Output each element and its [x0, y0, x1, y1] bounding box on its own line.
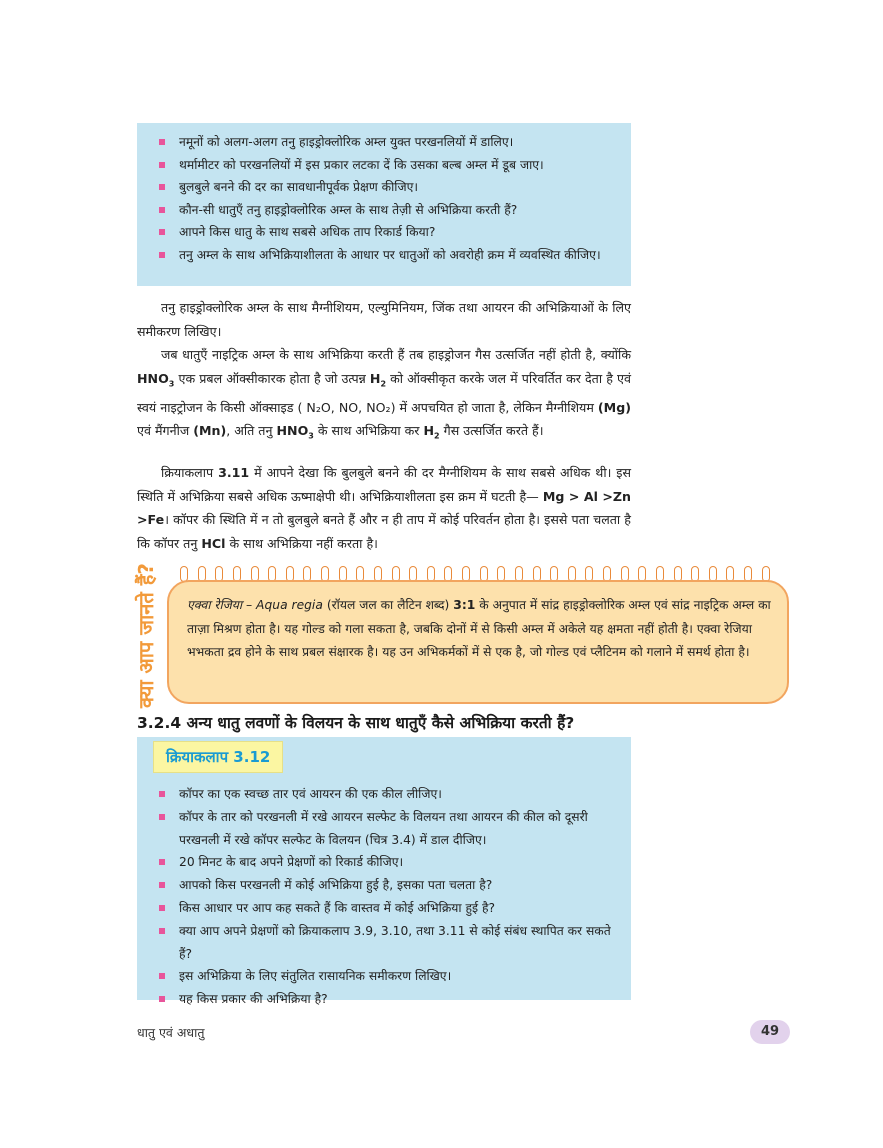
list-item: कौन-सी धातुएँ तनु हाइड्रोक्लोरिक अम्ल के साथ तेज़ी से अभिक्रिया करती हैं?: [159, 199, 623, 222]
text-run: जब धातुएँ नाइट्रिक अम्ल के साथ अभिक्रिया करती हैं तब हाइड्रोजन गैस उत्सर्जित नहीं होती है, क्योंकि: [161, 347, 631, 362]
list-item: बुलबुले बनने की दर का सावधानीपूर्वक प्रेक्षण कीजिए।: [159, 176, 623, 199]
did-you-know-text: क्या आप जानते हैं?: [133, 562, 158, 708]
paragraph-nitric-acid: [137, 343, 631, 448]
list-item: यह किस प्रकार की अभिक्रिया है?: [159, 988, 623, 1011]
formula: ( N₂O, NO, NO₂): [297, 399, 396, 415]
list-item: 20 मिनट के बाद अपने प्रेक्षणों को रिकार्ड कीजिए।: [159, 851, 623, 874]
aqua-regia-info-box: [167, 580, 789, 704]
formula: HNO: [137, 370, 169, 386]
text-run: क्रियाकलाप: [161, 465, 214, 480]
text-run: के साथ अभिक्रिया कर: [317, 423, 420, 439]
list-item: क्या आप अपने प्रेक्षणों को क्रियाकलाप 3.9, 3.10, तथा 3.11 से कोई संबंध स्थापित कर सकते हैं?: [159, 920, 623, 966]
formula: (Mg): [597, 399, 631, 415]
list-item: कॉपर के तार को परखनली में रखे आयरन सल्फेट के विलयन तथा आयरन की कील को दूसरी परखनली में रखे कॉपर सल्फेट के विलयन (चित्र 3.4) में डाल दीजिए।: [159, 806, 623, 852]
paragraph-text: तनु हाइड्रोक्लोरिक अम्ल के साथ मैग्नीशियम, एल्युमिनियम, जिंक तथा आयरन की अभिक्रियाओं के लिए समीकरण लिखिए।: [137, 300, 631, 339]
page-number: 49: [750, 1020, 790, 1044]
chapter-name: धातु एवं अधातु: [137, 1025, 205, 1040]
paragraph-equations: [137, 296, 631, 343]
list-item: थर्मामीटर को परखनलियों में इस प्रकार लटका दें कि उसका बल्ब अम्ल में डूब जाए।: [159, 154, 623, 177]
activity-steps-list: [159, 131, 623, 266]
formula: H: [423, 423, 435, 439]
formula: HNO: [276, 423, 309, 439]
aqua-regia-term: एक्वा रेजिया – Aqua regia: [187, 598, 323, 612]
text-run: । कॉपर की स्थिति में न तो बुलबुले बनते हैं और न ही ताप में कोई परिवर्तन होता है। इससे पता चलता है कि कॉपर तनु: [137, 512, 631, 551]
list-item: तनु अम्ल के साथ अभिक्रियाशीलता के आधार पर धातुओं को अवरोही क्रम में व्यवस्थित कीजिए।: [159, 244, 623, 267]
list-item: कॉपर का एक स्वच्छ तार एवं आयरन की एक कील लीजिए।: [159, 783, 623, 806]
list-item: नमूनों को अलग-अलग तनु हाइड्रोक्लोरिक अम्ल युक्त परखनलियों में डालिए।: [159, 131, 623, 154]
subscript: 2: [434, 431, 440, 441]
list-item: आपको किस परखनली में कोई अभिक्रिया हुई है, इसका पता चलता है?: [159, 874, 623, 897]
text-run: में अपचयित हो जाता है, लेकिन मैग्नीशियम: [399, 399, 594, 415]
activity-ref: 3.11: [218, 465, 250, 480]
subscript: 3: [308, 431, 314, 441]
activity-title: क्रियाकलाप 3.12: [153, 741, 283, 773]
paragraph-reactivity: [137, 461, 631, 555]
ratio: 3:1: [453, 598, 476, 612]
reactivity-order: Mg > Al >Zn >Fe: [137, 488, 631, 528]
text-run: , अति तनु: [226, 423, 273, 439]
text-run: एवं मैंगनीज: [137, 423, 190, 439]
did-you-know-label: [126, 562, 164, 708]
subscript: 3: [168, 379, 175, 389]
text-run: को ऑक्सीकृत करके जल में परिवर्तित कर देता है एवं स्वयं नाइट्रोजन के किसी ऑक्साइड: [137, 370, 631, 415]
subscript: 2: [380, 379, 387, 389]
activity-box-3-12: [137, 737, 631, 1007]
formula: HCl: [201, 535, 226, 551]
text-run: के अनुपात में सांद्र हाइड्रोक्लोरिक अम्ल एवं सांद्र नाइट्रिक अम्ल का ताज़ा मिश्रण होता है। यह गोल्ड को गला सकता है, जबकि दोनों में से किसी अम्ल में अकेले यह क्षमता नहीं होती है। एक्वा रेजिया भभकता द्रव होने के साथ प्रबल संक्षारक है। यह उन अभिकर्मकों में से एक है, जो गोल्ड एवं प्लैटिनम को गलाने में समर्थ होता है।: [187, 598, 771, 660]
formula: H: [369, 370, 381, 386]
activity-box-top: [137, 123, 631, 286]
text-run: गैस उत्सर्जित करते हैं।: [443, 423, 544, 439]
text-run: (रॉयल जल का लैटिन शब्द): [326, 598, 450, 612]
text-run: में आपने देखा कि बुलबुले बनने की दर मैग्नीशियम के साथ सबसे अधिक थी। इस स्थिति में अभिक्रिया सबसे अधिक ऊष्माक्षेपी थी। अभिक्रियाशीलता इस क्रम में घटती है—: [137, 465, 631, 504]
activity-steps-list: [159, 783, 623, 1011]
formula: (Mn): [193, 423, 227, 439]
list-item: किस आधार पर आप कह सकते हैं कि वास्तव में कोई अभिक्रिया हुई है?: [159, 897, 623, 920]
text-run: के साथ अभिक्रिया नहीं करता है।: [229, 535, 378, 551]
list-item: आपने किस धातु के साथ सबसे अधिक ताप रिकार्ड किया?: [159, 221, 623, 244]
section-heading: 3.2.4 अन्य धातु लवणों के विलयन के साथ धातुएँ कैसे अभिक्रिया करती हैं?: [137, 714, 575, 732]
text-run: एक प्रबल ऑक्सीकारक होता है जो उत्पन्न: [178, 370, 366, 386]
list-item: इस अभिक्रिया के लिए संतुलित रासायनिक समीकरण लिखिए।: [159, 965, 623, 988]
